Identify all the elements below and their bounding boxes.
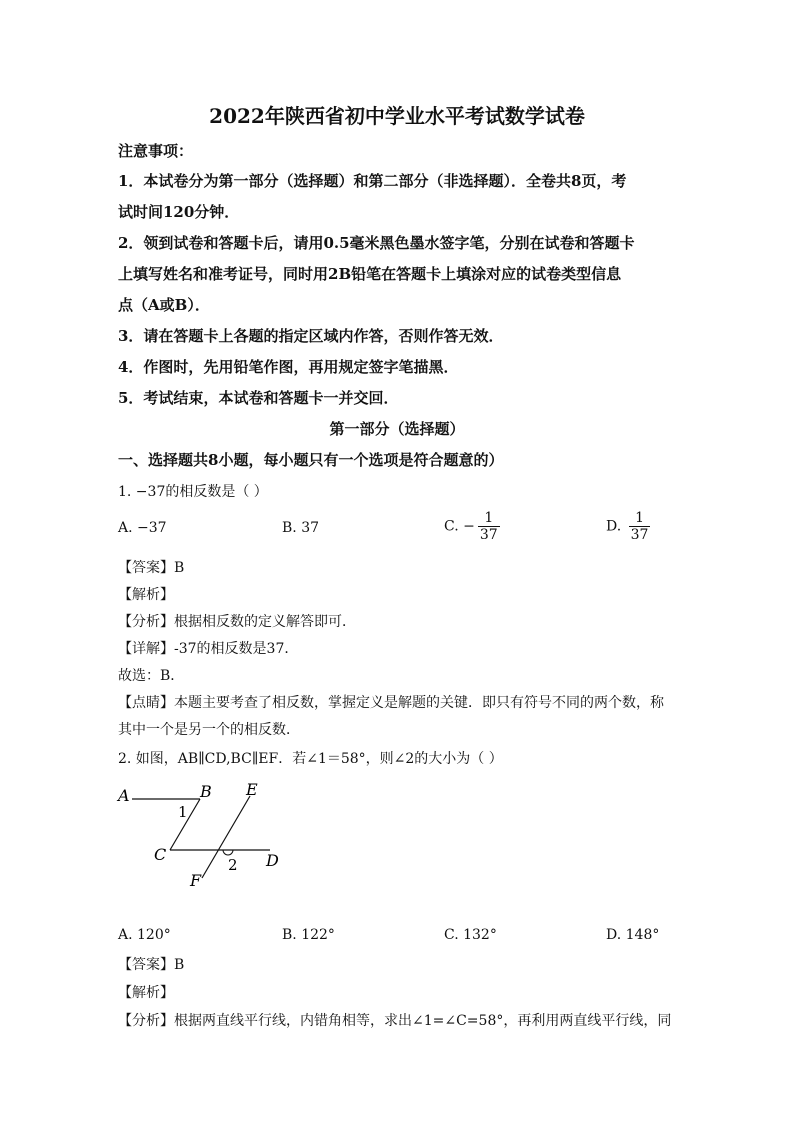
label-f: F bbox=[190, 871, 202, 890]
q2-option-c: C. 132° bbox=[444, 927, 497, 943]
q2-stem: 2. 如图，AB∥CD,BC∥EF．若∠1＝58°，则∠2的大小为（ ） bbox=[118, 751, 503, 767]
notice-line-7: 4．作图时，先用铅笔作图，再用规定签字笔描黑． bbox=[118, 358, 459, 376]
q1-option-a: A. −37 bbox=[118, 520, 167, 536]
notice-line-6: 3．请在答题卡上各题的指定区域内作答，否则作答无效． bbox=[118, 327, 504, 345]
label-d: D bbox=[266, 851, 279, 870]
q1-option-d-fraction bbox=[629, 510, 651, 543]
q1-option-c-numerator: 1 bbox=[478, 510, 500, 527]
q2-option-a: A. 120° bbox=[118, 927, 171, 943]
notice-line-8: 5．考试结束，本试卷和答题卡一并交回． bbox=[118, 389, 399, 407]
q1-guxuan: 故选：B． bbox=[118, 668, 185, 684]
section-title: 第一部分（选择题） bbox=[329, 420, 465, 438]
notice-line-5: 点（A或B）． bbox=[118, 296, 210, 314]
q1-dianjing-line-1: 【点睛】本题主要考查了相反数，掌握定义是解题的关键．即只有符号不同的两个数，称 bbox=[118, 695, 664, 711]
notice-line-4: 上填写姓名和准考证号，同时用2B铅笔在答题卡上填涂对应的试卷类型信息 bbox=[118, 265, 622, 283]
notice-line-1: 1．本试卷分为第一部分（选择题）和第二部分（非选择题）．全卷共8页，考 bbox=[118, 172, 627, 190]
q1-answer: 【答案】B bbox=[118, 560, 185, 576]
q2-answer: 【答案】B bbox=[118, 957, 185, 973]
q1-option-d-denominator: 37 bbox=[630, 527, 649, 543]
notice-heading: 注意事项： bbox=[118, 142, 194, 160]
label-angle-2: 2 bbox=[228, 856, 238, 874]
q1-option-d-label: D. bbox=[606, 518, 622, 535]
q1-option-c-fraction bbox=[478, 510, 500, 543]
q1-option-c-minus: − bbox=[463, 518, 475, 535]
q1-option-c-denominator: 37 bbox=[479, 527, 498, 543]
label-b: B bbox=[200, 782, 212, 801]
angle-2-arc bbox=[223, 850, 233, 855]
q1-xiangjie: 【详解】-37的相反数是37． bbox=[118, 641, 299, 657]
label-e: E bbox=[246, 780, 258, 799]
q1-option-d-numerator: 1 bbox=[629, 510, 651, 527]
q1-option-b: B. 37 bbox=[282, 520, 320, 536]
part-heading: 一、选择题共8小题，每小题只有一个选项是符合题意的） bbox=[118, 451, 504, 469]
label-a: A bbox=[118, 786, 130, 805]
q1-option-c bbox=[444, 510, 500, 543]
q1-stem: 1. −37的相反数是（ ） bbox=[118, 484, 268, 500]
label-c: C bbox=[154, 845, 167, 864]
q2-option-d: D. 148° bbox=[606, 927, 660, 943]
label-angle-1: 1 bbox=[178, 803, 188, 821]
q2-fenxi: 【分析】根据两直线平行线，内错角相等，求出∠1=∠C=58°，再利用两直线平行线，同 bbox=[118, 1013, 672, 1029]
notice-line-2: 试时间120分钟． bbox=[118, 203, 240, 221]
q1-dianjing-line-2: 其中一个是另一个的相反数． bbox=[118, 722, 300, 738]
q1-fenxi: 【分析】根据相反数的定义解答即可． bbox=[118, 614, 356, 630]
page-title: 2022年陕西省初中学业水平考试数学试卷 bbox=[209, 104, 585, 128]
q2-option-b: B. 122° bbox=[282, 927, 335, 943]
q2-analysis: 【解析】 bbox=[118, 985, 174, 1001]
segment-ef bbox=[202, 796, 250, 878]
q1-option-c-label: C. bbox=[444, 518, 459, 535]
notice-line-3: 2．领到试卷和答题卡后，请用0.5毫米黑色墨水签字笔，分别在试卷和答题卡 bbox=[118, 234, 635, 252]
q1-option-d bbox=[606, 510, 650, 543]
q1-analysis: 【解析】 bbox=[118, 587, 174, 603]
q2-geometry-figure bbox=[112, 778, 302, 898]
